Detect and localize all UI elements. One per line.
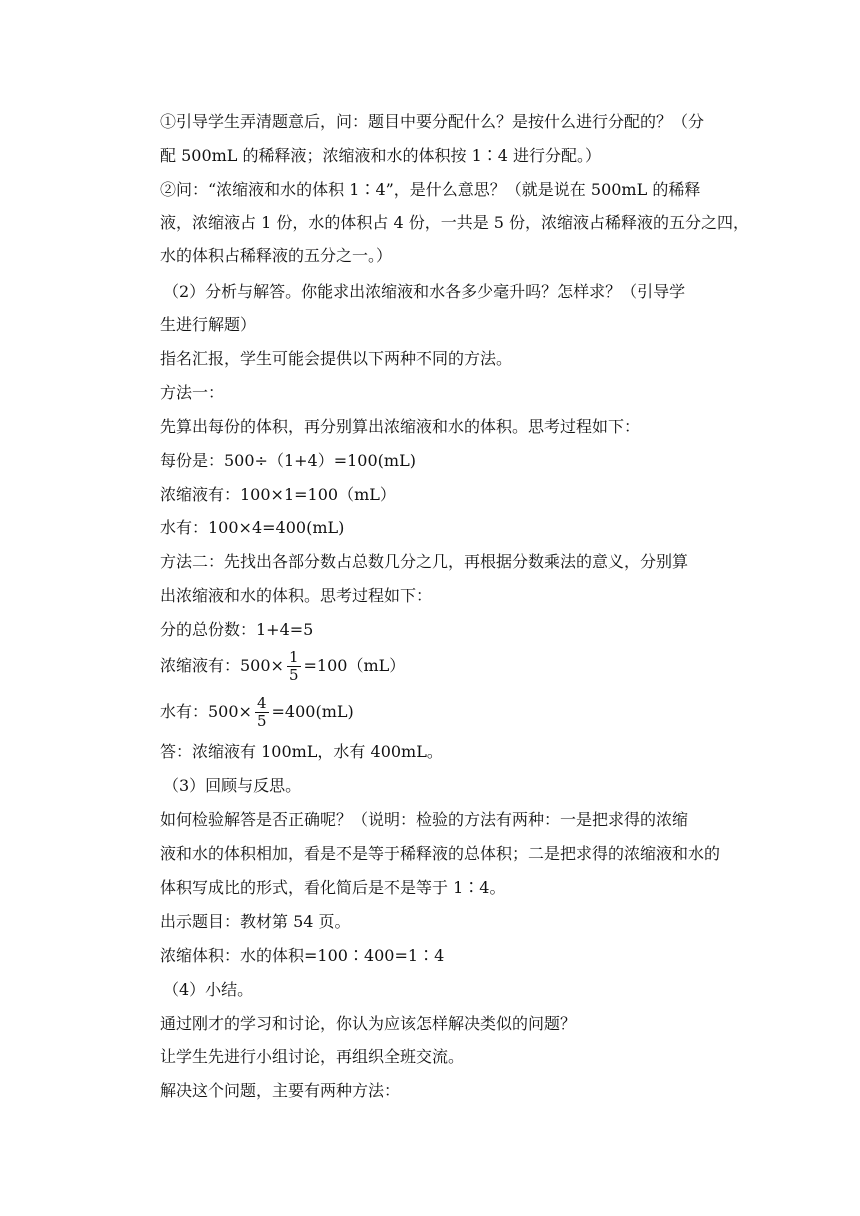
paragraph-2-line-3: 水的体积占稀释液的五分之一。） bbox=[160, 246, 393, 265]
fraction-denominator: 5 bbox=[256, 712, 267, 730]
answer-line: 答：浓缩液有 100mL，水有 400mL。 bbox=[160, 742, 443, 761]
fraction-one-fifth bbox=[287, 649, 301, 684]
method-two-line-1: 方法二：先找出各部分数占总数几分之几，再根据分数乘法的意义，分别算 bbox=[160, 552, 689, 571]
section-3-heading: （3）回顾与反思。 bbox=[163, 776, 302, 795]
paragraph-2-line-2: 液，浓缩液占 1 份，水的体积占 4 份，一共是 5 份，浓缩液占稀释液的五分之四， bbox=[160, 213, 750, 232]
summary-question: 通过刚才的学习和讨论，你认为应该怎样解决类似的问题？ bbox=[160, 1014, 577, 1033]
concentrate-fraction-suffix: =100（mL） bbox=[303, 656, 406, 675]
concentrate-fraction-prefix: 浓缩液有：500× bbox=[160, 656, 284, 675]
method-one-label: 方法一： bbox=[160, 383, 225, 402]
method-one-description: 先算出每份的体积，再分别算出浓缩液和水的体积。思考过程如下： bbox=[160, 417, 641, 436]
section-2-heading-line-1: （2）分析与解答。你能求出浓缩液和水各多少毫升吗？怎样求？（引导学 bbox=[163, 282, 686, 301]
water-fraction-suffix: =400(mL) bbox=[271, 702, 354, 721]
water-calculation-1: 水有：100×4=400(mL) bbox=[160, 518, 345, 537]
fraction-numerator: 4 bbox=[256, 694, 267, 712]
section-2-heading-line-2: 生进行解题） bbox=[160, 315, 257, 334]
total-parts-calculation: 分的总份数：1+4=5 bbox=[160, 620, 314, 639]
paragraph-1-line-2: 配 500mL 的稀释液；浓缩液和水的体积按 1∶4 进行分配。） bbox=[160, 146, 602, 165]
fraction-four-fifths bbox=[255, 695, 269, 730]
two-methods-intro: 解决这个问题，主要有两种方法： bbox=[160, 1081, 401, 1100]
paragraph-1-line-1: ①引导学生弄清题意后，问：题目中要分配什么？是按什么进行分配的？（分 bbox=[160, 112, 705, 131]
group-discussion: 让学生先进行小组讨论，再组织全班交流。 bbox=[160, 1047, 465, 1066]
fraction-denominator: 5 bbox=[288, 666, 299, 684]
fraction-numerator: 1 bbox=[288, 648, 299, 666]
concentrate-fraction-calculation bbox=[160, 649, 740, 684]
report-intro: 指名汇报，学生可能会提供以下两种不同的方法。 bbox=[160, 349, 513, 368]
water-fraction-calculation bbox=[160, 695, 740, 730]
ratio-check: 浓缩体积：水的体积=100∶400=1∶4 bbox=[160, 946, 445, 965]
verification-line-2: 液和水的体积相加，看是不是等于稀释液的总体积；二是把求得的浓缩液和水的 bbox=[160, 844, 721, 863]
exercise-reference: 出示题目：教材第 54 页。 bbox=[160, 912, 351, 931]
concentrate-calculation-1: 浓缩液有：100×1=100（mL） bbox=[160, 485, 396, 504]
water-fraction-prefix: 水有：500× bbox=[160, 702, 252, 721]
per-part-calculation: 每份是：500÷（1+4）=100(mL) bbox=[160, 451, 416, 470]
verification-line-3: 体积写成比的形式，看化简后是不是等于 1∶4。 bbox=[160, 878, 506, 897]
paragraph-2-line-1: ②问：“浓缩液和水的体积 1∶4”，是什么意思？（就是说在 500mL 的稀释 bbox=[160, 180, 701, 199]
section-4-heading: （4）小结。 bbox=[163, 980, 254, 999]
method-two-line-2: 出浓缩液和水的体积。思考过程如下： bbox=[160, 586, 433, 605]
verification-line-1: 如何检验解答是否正确呢？（说明：检验的方法有两种：一是把求得的浓缩 bbox=[160, 810, 689, 829]
